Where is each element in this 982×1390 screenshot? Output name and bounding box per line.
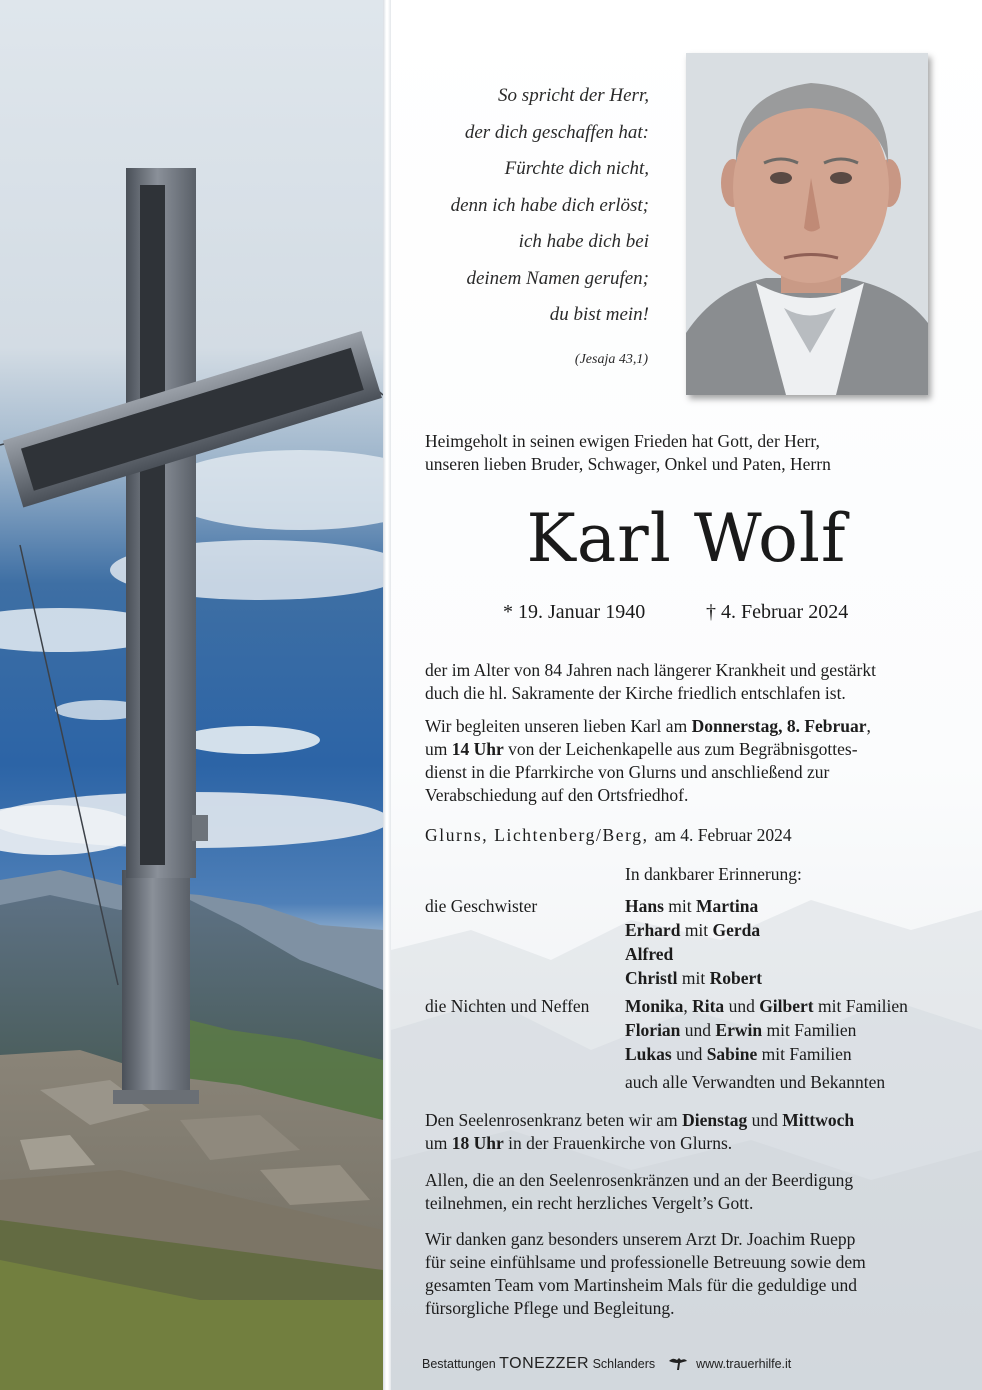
family-line xyxy=(625,895,758,918)
verse-line: ich habe dich bei xyxy=(518,231,649,252)
family-line xyxy=(625,943,673,966)
text-span: mit xyxy=(680,920,713,940)
paragraph-line xyxy=(425,738,965,761)
family-name: Florian xyxy=(625,1020,681,1040)
text-span: und xyxy=(680,1020,716,1040)
text-span: von der Leichenkapelle aus zum Begräbnisgottes- xyxy=(503,739,858,759)
verse-line: So spricht der Herr, xyxy=(498,85,649,106)
rosary-day: Dienstag xyxy=(682,1110,748,1130)
paragraph-line xyxy=(425,715,965,738)
verse-line: Fürchte dich nicht, xyxy=(504,158,649,179)
text-span: mit Familien xyxy=(813,996,908,1016)
paragraph-line: Verabschiedung auf den Ortsfriedhof. xyxy=(425,785,689,805)
family-line xyxy=(625,995,908,1018)
family-line: auch alle Verwandten und Bekannten xyxy=(625,1072,886,1092)
text-span: und xyxy=(747,1110,783,1130)
verse-reference: (Jesaja 43,1) xyxy=(574,352,648,367)
text-span: um xyxy=(425,739,452,759)
verse-line: du bist mein! xyxy=(549,304,649,325)
family-name: Christl xyxy=(625,968,678,988)
deceased-name: Karl Wolf xyxy=(526,500,847,577)
verse-line: der dich geschaffen hat: xyxy=(464,121,649,143)
intro-line: unseren lieben Bruder, Schwager, Onkel und Paten, Herrn xyxy=(425,454,831,474)
family-line xyxy=(625,919,760,942)
rosary-day: Mittwoch xyxy=(782,1110,855,1130)
special-thanks-paragraph xyxy=(425,1228,965,1320)
family-name: Monika xyxy=(625,996,684,1016)
family-name: Lukas xyxy=(625,1044,672,1064)
text-span: um xyxy=(425,1133,452,1153)
birth-date: * 19. Januar 1940 xyxy=(503,601,646,623)
family-name: Martina xyxy=(696,896,759,916)
nieces-nephews-label: die Nichten und Neffen xyxy=(425,996,590,1016)
family-line xyxy=(625,1019,856,1042)
funeral-time: 14 Uhr xyxy=(451,739,504,759)
family-name: Sabine xyxy=(706,1044,758,1064)
family-name: Hans xyxy=(625,896,664,916)
rosary-time: 18 Uhr xyxy=(451,1133,504,1153)
verse-line: denn ich habe dich erlöst; xyxy=(450,194,649,216)
intro-text xyxy=(425,430,965,476)
family-name: Gilbert xyxy=(759,996,814,1016)
paragraph-line: der im Alter von 84 Jahren nach längerer Krankheit und gestärkt xyxy=(425,660,876,680)
family-name: Alfred xyxy=(625,944,674,964)
family-name: Rita xyxy=(692,996,725,1016)
summit-cross-photo xyxy=(0,0,383,1390)
dove-cross-icon xyxy=(667,1355,689,1374)
text-span: Den Seelenrosenkranz beten wir am xyxy=(425,1110,683,1130)
text-span: Wir begleiten unseren lieben Karl am xyxy=(425,716,692,736)
remembrance-heading: In dankbarer Erinnerung: xyxy=(625,864,802,884)
footer-brand: TONEZZER xyxy=(499,1355,590,1372)
panel-divider xyxy=(383,0,391,1390)
paragraph-line xyxy=(425,1132,965,1155)
text-span: mit Familien xyxy=(757,1044,852,1064)
text-span: mit xyxy=(677,968,710,988)
family-line xyxy=(625,967,762,990)
text-span: , xyxy=(683,996,693,1016)
passing-paragraph xyxy=(425,659,965,705)
bible-verse xyxy=(391,78,649,334)
date: am 4. Februar 2024 xyxy=(654,825,792,845)
paragraph-line: Wir danken ganz besonders unserem Arzt Dr. Joachim Ruepp xyxy=(425,1229,856,1249)
footer xyxy=(422,1355,962,1375)
paragraph-line: teilnehmen, ein recht herzliches Vergelt’s Gott. xyxy=(425,1193,754,1213)
paragraph-line: gesamten Team vom Martinsheim Mals für die geduldige und xyxy=(425,1275,857,1295)
footer-prefix: Bestattungen xyxy=(422,1357,496,1371)
family-name: Robert xyxy=(709,968,763,988)
paragraph-line: fürsorgliche Pflege und Begleitung. xyxy=(425,1298,675,1318)
place: Glurns, Lichtenberg/Berg, xyxy=(425,825,649,845)
paragraph-line: Allen, die an den Seelenrosenkränzen und an der Beerdigung xyxy=(425,1170,854,1190)
death-date: † 4. Februar 2024 xyxy=(706,601,849,623)
family-line xyxy=(625,1043,852,1066)
family-name: Erhard xyxy=(625,920,681,940)
place-and-date xyxy=(425,824,965,847)
funeral-day: Donnerstag, 8. Februar xyxy=(691,716,867,736)
family-name: Gerda xyxy=(712,920,761,940)
siblings-label: die Geschwister xyxy=(425,896,538,916)
rosary-paragraph xyxy=(425,1109,965,1155)
footer-url[interactable]: www.trauerhilfe.it xyxy=(696,1357,792,1371)
thanks-paragraph xyxy=(425,1169,965,1215)
paragraph-line: dienst in die Pfarrkirche von Glurns und anschließend zur xyxy=(425,762,830,782)
verse-line: deinem Namen gerufen; xyxy=(466,267,649,289)
portrait-photo xyxy=(686,53,928,395)
text-span: in der Frauenkirche von Glurns. xyxy=(503,1133,733,1153)
footer-town: Schlanders xyxy=(592,1357,656,1371)
family-name: Erwin xyxy=(715,1020,763,1040)
text-span: mit Familien xyxy=(762,1020,857,1040)
intro-line: Heimgeholt in seinen ewigen Frieden hat Gott, der Herr, xyxy=(425,431,820,451)
paragraph-line: duch die hl. Sakramente der Kirche friedlich entschlafen ist. xyxy=(425,683,846,703)
text-span: und xyxy=(671,1044,707,1064)
text-span: , xyxy=(866,716,871,736)
text-span: mit xyxy=(663,896,696,916)
paragraph-line: für seine einfühlsame und professionelle Betreuung sowie dem xyxy=(425,1252,866,1272)
text-span: und xyxy=(724,996,760,1016)
funeral-paragraph xyxy=(425,715,965,807)
paragraph-line xyxy=(425,1109,965,1132)
